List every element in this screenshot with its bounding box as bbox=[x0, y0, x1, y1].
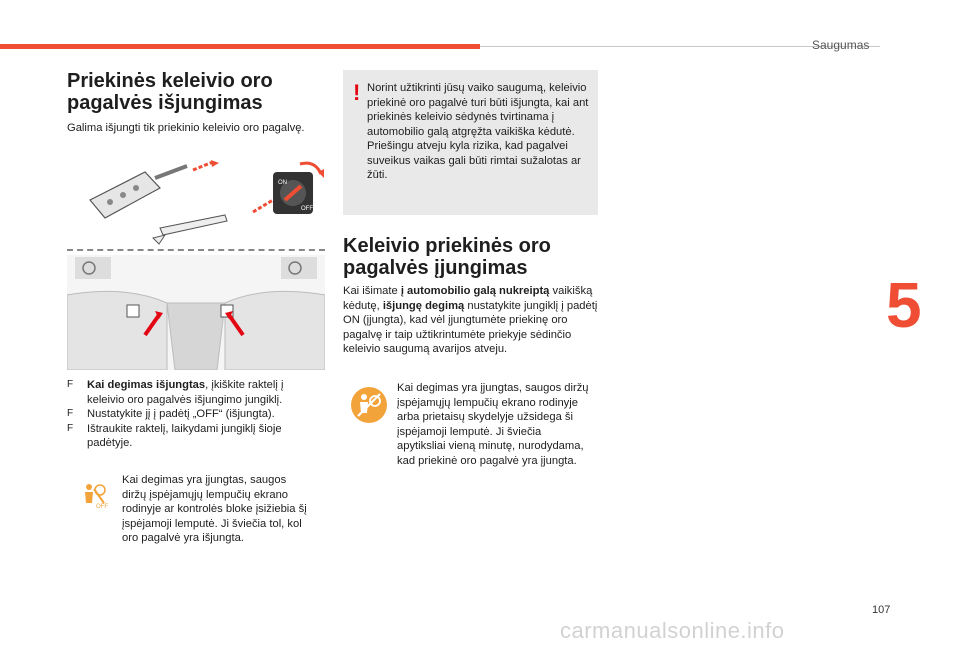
para-text: nustatykite jungiklį į padėtį ON (įjungta), kad vėl įjungtumėte priekinę oro pagalvę ir taip užtikrintumėte priekyje sėdinčio keleivio saugumą avarijos atveju. bbox=[343, 299, 598, 355]
para-bold: išjungę degimą bbox=[382, 299, 465, 312]
section-label: Saugumas bbox=[812, 38, 870, 52]
dashboard-illustration bbox=[67, 255, 325, 370]
bullet-text: , įkiškite raktelį į keleivio oro pagalvės išjungimo jungiklį. bbox=[87, 379, 284, 406]
bullet-mark: F bbox=[67, 379, 74, 390]
airbag-off-warning-icon bbox=[80, 481, 108, 509]
para-bold: į automobilio galą nukreiptą bbox=[400, 285, 550, 297]
illustration-divider bbox=[67, 249, 325, 251]
airbag-switch-icon bbox=[253, 163, 324, 214]
airbag-activation-title bbox=[343, 235, 593, 279]
para-text: vaikišką kėdutę, bbox=[343, 285, 593, 312]
key-switch-illustration bbox=[75, 160, 325, 250]
svg-text:ON: ON bbox=[278, 180, 287, 186]
airbag-deactivation-title bbox=[67, 70, 297, 114]
watermark: carmanualsonline.info bbox=[560, 618, 785, 643]
car-key-icon bbox=[90, 160, 219, 218]
airbag-on-note: Kai degimas yra įjungtas, saugos diržų įspėjamųjų lempučių ekrano rodinyje arba prietaisų skydelyje užsidega ši įspėjamoji lemputė. Ji šviečia apytiksliai vieną minutę, nurodydama, kad priekinė oro pagalvė yra įjungta. bbox=[397, 382, 589, 467]
svg-text:OFF: OFF bbox=[96, 504, 108, 509]
list-item bbox=[67, 407, 307, 422]
warning-icon: ! bbox=[353, 80, 361, 105]
bullet-mark: F bbox=[67, 422, 74, 434]
bullet-text: Ištraukite raktelį, laikydami jungiklį šioje padėtyje. bbox=[87, 422, 282, 449]
chapter-number: 5 bbox=[886, 269, 922, 341]
para-text: Kai išimate bbox=[343, 285, 401, 297]
title-line-2: pagalvės išjungimas bbox=[67, 92, 263, 114]
airbag-off-note: Kai degimas yra įjungtas, saugos diržų įspėjamųjų lempučių ekrano rodinyje ar kontrolės bloke įsižiebia šį įspėjamoji lemputė. Ji šviečia tol, kol oro pagalvė yra išjungta. bbox=[122, 474, 307, 544]
bullet-mark: F bbox=[67, 408, 74, 419]
instruction-list bbox=[67, 378, 307, 451]
activation-paragraph bbox=[343, 284, 598, 357]
svg-text:OFF: OFF bbox=[301, 206, 313, 212]
airbag-on-warning-icon bbox=[350, 386, 388, 424]
list-item bbox=[67, 422, 307, 451]
key-blade-icon bbox=[153, 215, 227, 244]
bullet-text: Nustatykite jį į padėtį „OFF“ (išjungta). bbox=[87, 408, 275, 420]
warning-text: Norint užtikrinti jūsų vaiko saugumą, keleivio priekinė oro pagalvė turi būti išjungta, kai ant priekinės keleivio sėdynės tvirtinama į automobilio galą atgręžta vaikiška kėdutė. Priešingu atveju kyla rizika, kad pagalvei suveikus vaikas gali būti rimtai sužalotas ar žūti. bbox=[367, 82, 589, 181]
title-line-1: Keleivio priekinės oro bbox=[343, 235, 551, 257]
list-item bbox=[67, 378, 307, 407]
title-line-1: Priekinės keleivio oro bbox=[67, 70, 273, 92]
title-line-2: pagalvės įjungimas bbox=[343, 257, 528, 279]
page-number: 107 bbox=[872, 604, 891, 616]
intro-text: Galima išjungti tik priekinio keleivio oro pagalvę. bbox=[67, 122, 305, 134]
header-accent-bar bbox=[0, 44, 480, 49]
bullet-bold: Kai degimas išjungtas bbox=[87, 379, 206, 391]
